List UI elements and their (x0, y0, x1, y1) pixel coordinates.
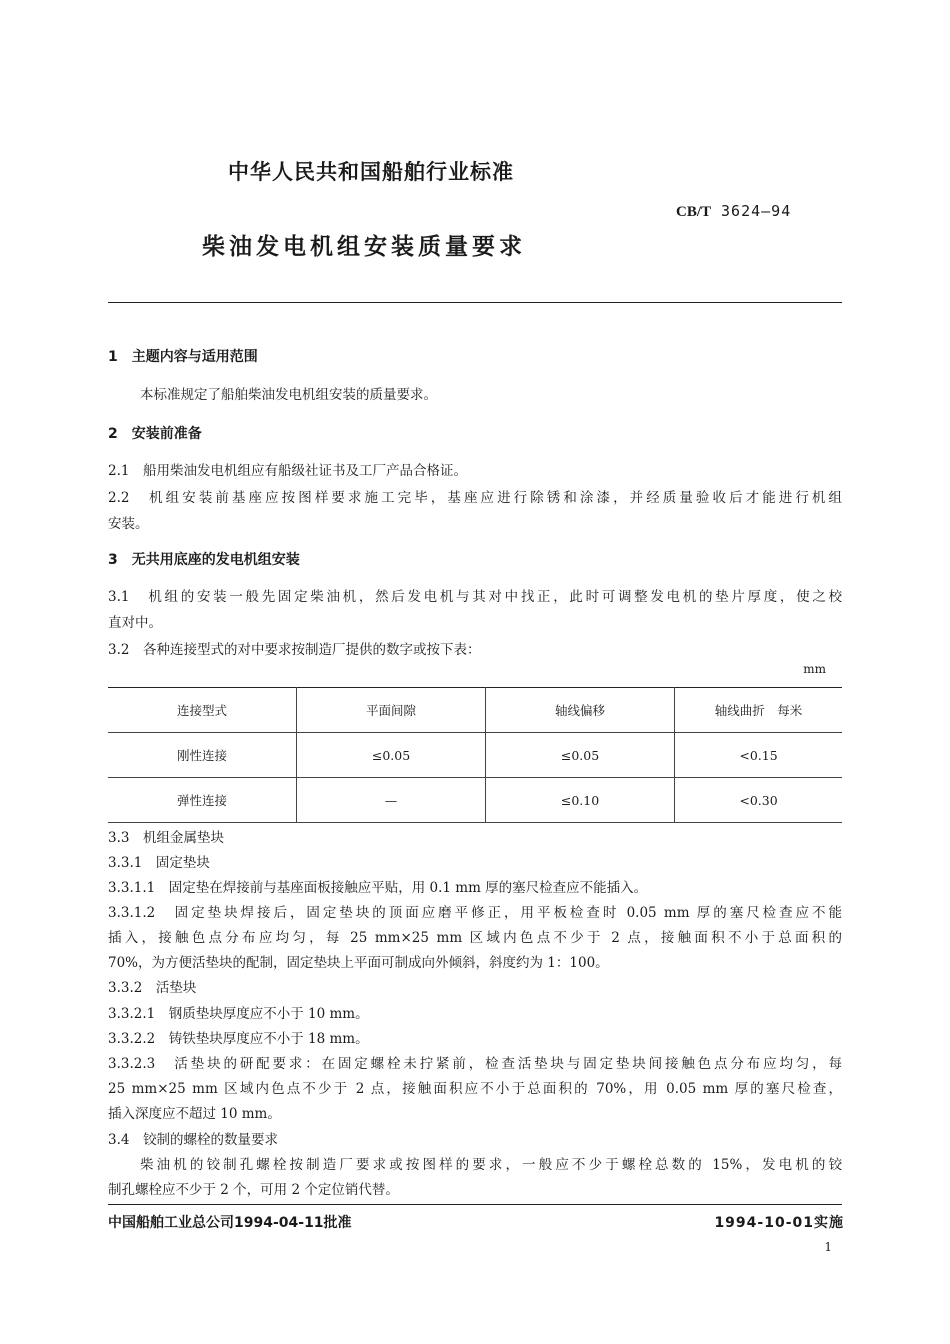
table-cell: 刚性连接 (176, 748, 227, 763)
clause-3-1-line-2: 直对中。 (108, 615, 162, 631)
section-3-heading: 3 无共用底座的发电机组安装 (108, 552, 300, 568)
clause-3-3-1: 3.3.1 固定垫块 (108, 855, 210, 871)
section-2-heading: 2 安装前准备 (108, 426, 202, 442)
clause-3-3-2: 3.3.2 活垫块 (108, 980, 197, 996)
standard-code (676, 202, 791, 221)
clause-3-3-1-2-line-2: 插入，接触色点分布应均匀，每 25 mm×25 mm 区域内色点不少于 2 点，接触面积不小于总面积的 (108, 930, 842, 946)
col-face-gap: 平面间隙 (297, 688, 486, 733)
page-number: 1 (824, 1240, 832, 1254)
clause-3-3-1-2-line-1: 3.3.1.2 固定垫块焊接后，固定垫块的顶面应磨平修正，用平板检查时 0.05 mm 厚的塞尺检查应不能 (108, 905, 842, 921)
clause-3-1-line-1: 3.1 机组的安装一般先固定柴油机，然后发电机与其对中找正，此时可调整发电机的垫片厚度，使之校 (108, 589, 842, 605)
standard-body-title: 中华人民共和国船舶行业标准 (228, 160, 514, 184)
table-cell: ≤0.05 (486, 733, 675, 778)
header-divider (108, 302, 842, 303)
clause-3-3-2-1: 3.3.2.1 钢质垫块厚度应不小于 10 mm。 (108, 1006, 369, 1022)
document-title: 柴油发电机组安装质量要求 (202, 234, 526, 260)
clause-3-3-2-3-line-2: 25 mm×25 mm 区域内色点不少于 2 点，接触面积应不小于总面积的 70%，用 0.05 mm 厚的塞尺检查， (108, 1081, 842, 1097)
standard-code-prefix: CB/T (676, 204, 712, 220)
col-axis-offset: 轴线偏移 (486, 688, 675, 733)
clause-3-4-line-2: 制孔螺栓应不少于 2 个，可用 2 个定位销代替。 (108, 1182, 399, 1198)
clause-3-3-2-2: 3.3.2.2 铸铁垫块厚度应不小于 18 mm。 (108, 1031, 369, 1047)
table-cell: — (297, 778, 486, 823)
footer-divider (108, 1204, 842, 1205)
table-cell: ≤0.10 (486, 778, 675, 823)
col-connection-type: 连接型式 (176, 703, 227, 718)
implementation-date: 1994-10-01实施 (714, 1215, 844, 1231)
clause-3-4: 3.4 铰制的螺栓的数量要求 (108, 1132, 278, 1148)
section-1-heading: 1 主题内容与适用范围 (108, 349, 258, 365)
section-1-text: 本标准规定了船舶柴油发电机组安装的质量要求。 (140, 387, 437, 403)
clause-3-3-2-3-line-3: 插入深度应不超过 10 mm。 (108, 1106, 281, 1122)
clause-3-3-2-3-line-1: 3.3.2.3 活垫块的研配要求：在固定螺栓未拧紧前，检查活垫块与固定垫块间接触色点分布应均匀，每 (108, 1056, 842, 1072)
clause-3-2: 3.2 各种连接型式的对中要求按制造厂提供的数字或按下表： (108, 642, 481, 658)
table-row (108, 778, 842, 823)
standard-code-number: 3624—94 (721, 202, 792, 220)
table-cell: ≤0.05 (297, 733, 486, 778)
table-row (108, 733, 842, 778)
clause-2-2-line-1: 2.2 机组安装前基座应按图样要求施工完毕，基座应进行除锈和涂漆，并经质量验收后才能进行机组 (108, 490, 842, 506)
clause-3-3-1-1: 3.3.1.1 固定垫在焊接前与基座面板接触应平贴，用 0.1 mm 厚的塞尺检查应不能插入。 (108, 880, 648, 896)
approval-line: 中国船舶工业总公司1994-04-11批准 (108, 1215, 352, 1231)
table-cell: 弹性连接 (176, 793, 227, 808)
clause-3-4-line-1: 柴油机的铰制孔螺栓按制造厂要求或按图样的要求，一般应不少于螺栓总数的 15%，发电机的铰 (140, 1157, 842, 1173)
clause-3-3-1-2-line-3: 70%，为方便活垫块的配制，固定垫块上平面可制成向外倾斜，斜度约为 1：100。 (108, 955, 609, 971)
col-axis-bend: 轴线曲折 每米 (675, 688, 843, 733)
clause-2-1: 2.1 船用柴油发电机组应有船级社证书及工厂产品合格证。 (108, 463, 467, 479)
table-cell: <0.30 (675, 778, 843, 823)
alignment-requirements-table (108, 687, 842, 823)
clause-3-3: 3.3 机组金属垫块 (108, 830, 224, 846)
table-unit: mm (803, 662, 826, 676)
table-header-row (108, 688, 842, 733)
table-cell: <0.15 (675, 733, 843, 778)
clause-2-2-line-2: 安装。 (108, 516, 149, 532)
